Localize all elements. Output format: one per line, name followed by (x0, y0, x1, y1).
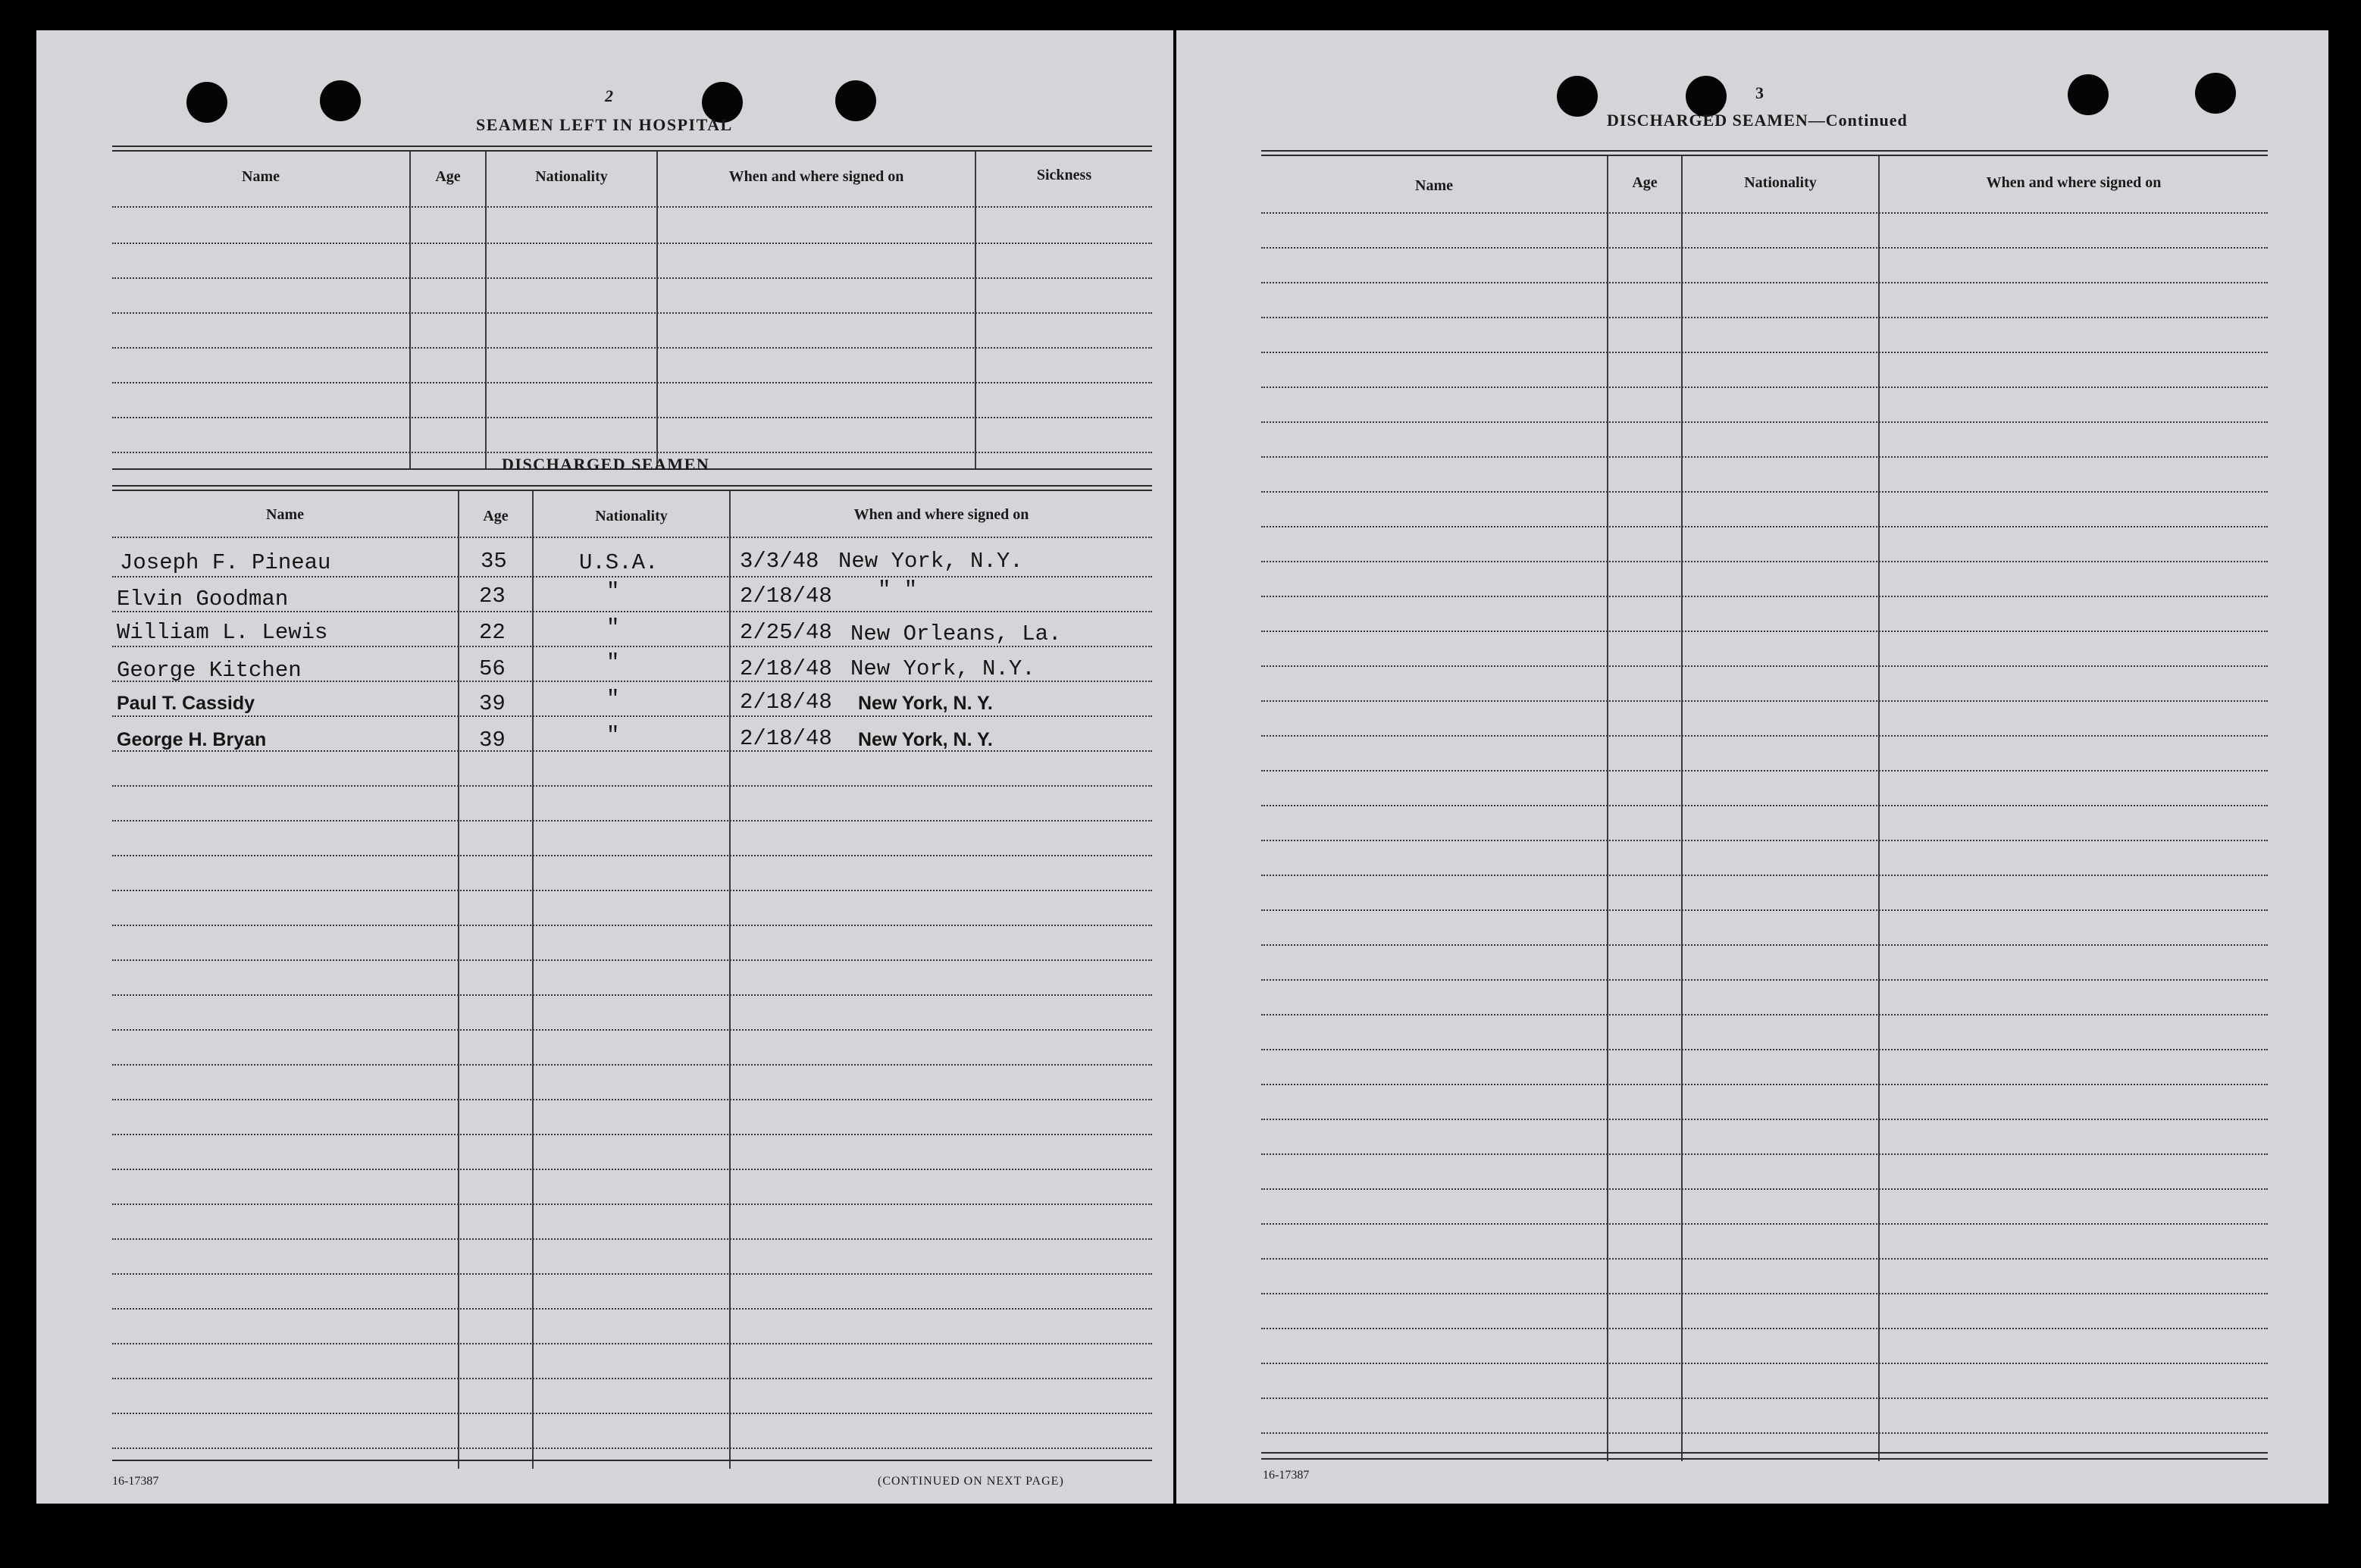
discharged-section-title: DISCHARGED SEAMEN (502, 455, 710, 474)
page-number: 2 (605, 86, 613, 105)
seaman-age: 23 (479, 584, 506, 609)
row-line (1261, 944, 2268, 946)
row-line (1261, 665, 2268, 667)
col-header-nationality: Nationality (595, 508, 668, 524)
row-line (112, 1273, 1152, 1275)
row-line (1261, 1328, 2268, 1329)
column-divider (409, 152, 411, 470)
col-header-nationality: Nationality (1744, 174, 1817, 191)
seaman-age: 39 (479, 728, 506, 753)
signed-on-date: 2/18/48 (740, 584, 832, 609)
row-line (1261, 282, 2268, 283)
row-line (1261, 1363, 2268, 1364)
hospital-section-title: SEAMEN LEFT IN HOSPITAL (476, 115, 733, 134)
row-line (1261, 735, 2268, 737)
row-line (1261, 1119, 2268, 1120)
seaman-name: Joseph F. Pineau (120, 550, 331, 575)
row-line (112, 1203, 1152, 1205)
signed-on-place: New York, N. Y. (858, 729, 993, 750)
seaman-nationality: " (606, 650, 620, 675)
seaman-nationality: " (606, 723, 620, 748)
rule (112, 150, 1152, 152)
col-header-age: Age (483, 508, 509, 524)
punch-hole (320, 80, 361, 121)
punch-hole (2068, 74, 2109, 115)
seaman-name: William L. Lewis (117, 620, 328, 645)
column-divider (458, 491, 459, 1469)
row-line (1261, 631, 2268, 632)
signed-on-place: New Orleans, La. (850, 621, 1062, 646)
row-line (112, 611, 1152, 612)
col-header-signed-on: When and where signed on (1986, 174, 2162, 191)
row-line (112, 1169, 1152, 1170)
row-line (1261, 1293, 2268, 1294)
row-line (112, 855, 1152, 856)
rule (1261, 1458, 2268, 1460)
row-line (112, 1413, 1152, 1414)
row-line (1261, 909, 2268, 911)
row-line (112, 1238, 1152, 1240)
punch-hole (186, 82, 227, 123)
row-line (112, 243, 1152, 244)
seaman-name: Paul T. Cassidy (117, 693, 255, 714)
row-line (1261, 979, 2268, 981)
row-line (112, 646, 1152, 647)
col-header-age: Age (435, 168, 461, 185)
row-line (1261, 875, 2268, 876)
row-line (1261, 247, 2268, 249)
row-line (1261, 700, 2268, 702)
row-line (112, 925, 1152, 926)
signed-on-date: 3/3/48 (740, 549, 819, 574)
seaman-name: George H. Bryan (117, 729, 267, 750)
row-line (1261, 1049, 2268, 1050)
rule (1261, 1452, 2268, 1454)
col-header-name: Name (242, 168, 280, 185)
row-line (112, 347, 1152, 349)
row-line (112, 750, 1152, 752)
col-header-signed-on: When and where signed on (853, 506, 1029, 523)
row-line (112, 1308, 1152, 1310)
row-line (112, 382, 1152, 383)
row-line (112, 312, 1152, 314)
seaman-name: George Kitchen (117, 658, 302, 683)
rule (1261, 155, 2268, 156)
row-line (112, 1064, 1152, 1066)
punch-hole (835, 80, 876, 121)
signed-on-date: 2/25/48 (740, 620, 832, 645)
column-divider (485, 152, 487, 470)
row-line (1261, 770, 2268, 771)
row-line (1261, 596, 2268, 597)
signed-on-place: " " (878, 577, 918, 602)
rule (1261, 150, 2268, 152)
row-line (1261, 456, 2268, 458)
signed-on-place: New York, N.Y. (838, 549, 1023, 574)
row-line (112, 576, 1152, 577)
rule (112, 490, 1152, 491)
signed-on-place: New York, N. Y. (858, 693, 993, 714)
row-line (1261, 352, 2268, 353)
row-line (112, 681, 1152, 682)
row-line (1261, 1432, 2268, 1434)
seaman-name: Elvin Goodman (117, 587, 289, 612)
row-line (112, 715, 1152, 717)
row-line (112, 1378, 1152, 1379)
column-divider (975, 152, 976, 470)
seaman-nationality: U.S.A. (579, 550, 659, 575)
seaman-nationality: " (606, 687, 620, 712)
row-line (1261, 317, 2268, 318)
row-line (1261, 212, 2268, 214)
discharged-continued-title: DISCHARGED SEAMEN—Continued (1607, 111, 1908, 130)
row-line (112, 994, 1152, 996)
row-line (112, 206, 1152, 208)
signed-on-date: 2/18/48 (740, 726, 832, 751)
row-line (112, 785, 1152, 787)
col-header-signed-on: When and where signed on (728, 168, 904, 185)
seaman-age: 56 (479, 656, 506, 681)
row-line (1261, 1084, 2268, 1085)
row-line (1261, 840, 2268, 841)
signed-on-date: 2/18/48 (740, 656, 832, 681)
row-line (112, 452, 1152, 453)
row-line (1261, 1258, 2268, 1260)
row-line (112, 959, 1152, 961)
row-line (112, 1343, 1152, 1344)
right-form-page (1176, 30, 2328, 1504)
seaman-nationality: " (606, 579, 620, 604)
row-line (112, 277, 1152, 279)
seaman-age: 35 (481, 549, 507, 574)
rule (112, 1460, 1152, 1461)
punch-hole (1557, 76, 1598, 117)
column-divider (729, 491, 731, 1469)
page-number: 3 (1755, 83, 1764, 102)
row-line (112, 890, 1152, 891)
seaman-age: 22 (479, 620, 506, 645)
row-line (1261, 1014, 2268, 1016)
col-header-age: Age (1632, 174, 1658, 191)
row-line (112, 1134, 1152, 1135)
row-line (1261, 526, 2268, 527)
seaman-age: 39 (479, 691, 506, 716)
rule (112, 485, 1152, 487)
col-header-sickness: Sickness (1036, 167, 1092, 183)
col-header-nationality: Nationality (535, 168, 608, 185)
col-header-name: Name (266, 506, 304, 523)
column-divider (656, 152, 658, 470)
row-line (112, 820, 1152, 822)
form-number: 16-17387 (112, 1475, 159, 1488)
row-line (1261, 1153, 2268, 1155)
punch-hole (2195, 73, 2236, 114)
row-line (1261, 1397, 2268, 1399)
row-line (1261, 387, 2268, 388)
continued-note: (CONTINUED ON NEXT PAGE) (878, 1475, 1064, 1488)
form-number: 16-17387 (1263, 1469, 1310, 1482)
row-line (112, 1099, 1152, 1100)
row-line (112, 1029, 1152, 1031)
signed-on-place: New York, N.Y. (850, 656, 1035, 681)
row-line (112, 537, 1152, 538)
column-divider (532, 491, 534, 1469)
rule (112, 146, 1152, 147)
row-line (1261, 1188, 2268, 1190)
row-line (1261, 1223, 2268, 1225)
row-line (1261, 805, 2268, 806)
row-line (112, 417, 1152, 418)
signed-on-date: 2/18/48 (740, 690, 832, 715)
seaman-nationality: " (606, 615, 620, 640)
row-line (1261, 421, 2268, 423)
col-header-name: Name (1415, 177, 1453, 194)
row-line (1261, 561, 2268, 562)
row-line (112, 1448, 1152, 1449)
row-line (1261, 491, 2268, 493)
left-form-page (36, 30, 1173, 1504)
